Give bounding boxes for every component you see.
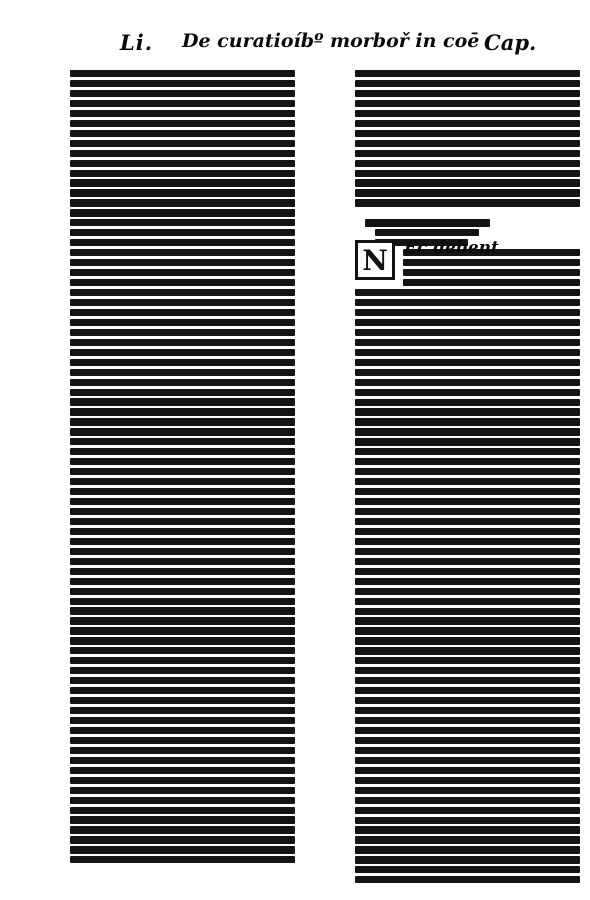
text-line: [70, 199, 295, 206]
text-line: [355, 100, 580, 107]
text-line: [70, 339, 295, 346]
text-line: [70, 627, 295, 634]
text-line: [70, 408, 295, 415]
text-line: [70, 438, 295, 445]
text-line: [355, 329, 580, 336]
text-line: [70, 697, 295, 704]
text-line: [70, 667, 295, 674]
text-line: [70, 538, 295, 545]
text-line: [70, 777, 295, 784]
text-line: [355, 478, 580, 485]
text-line: [355, 319, 580, 326]
text-line: [70, 598, 295, 605]
text-column-left: [70, 70, 295, 870]
text-line: [355, 667, 580, 674]
text-line: [355, 369, 580, 376]
text-line: [70, 259, 295, 266]
text-line: [70, 80, 295, 87]
text-line: [355, 189, 580, 196]
text-line: [70, 398, 295, 405]
text-line: [70, 319, 295, 326]
text-line: [70, 727, 295, 734]
text-line: [355, 777, 580, 784]
text-line: [403, 259, 580, 266]
section-incipit: Ec debent: [404, 238, 499, 258]
text-line: [70, 737, 295, 744]
text-line: [355, 627, 580, 634]
text-line: [70, 717, 295, 724]
text-line: [70, 846, 295, 853]
text-line: [70, 389, 295, 396]
text-line: [355, 757, 580, 764]
text-line: [70, 359, 295, 366]
text-line: [355, 856, 580, 863]
text-line: [355, 399, 580, 406]
text-line: [70, 518, 295, 525]
text-line: [70, 428, 295, 435]
text-line: [70, 90, 295, 97]
text-line: [355, 697, 580, 704]
text-line: [70, 488, 295, 495]
text-line: [355, 647, 580, 654]
text-line: [355, 518, 580, 525]
text-line: [70, 807, 295, 814]
paragraph-gap: [355, 209, 580, 219]
text-line: [355, 130, 580, 137]
text-line: [355, 170, 580, 177]
running-title-right: morboř in coē: [330, 30, 480, 52]
text-line: [403, 269, 580, 276]
text-line: [70, 179, 295, 186]
text-line: [70, 826, 295, 833]
text-line: [70, 787, 295, 794]
text-line: [355, 617, 580, 624]
text-line: [70, 239, 295, 246]
text-line: [70, 856, 295, 863]
text-line: [70, 379, 295, 386]
text-line: [70, 707, 295, 714]
text-line: [355, 70, 580, 77]
text-line: [70, 657, 295, 664]
text-line: [70, 170, 295, 177]
text-line: [70, 299, 295, 306]
text-line: [355, 608, 580, 615]
text-line: [355, 418, 580, 425]
text-line: [70, 289, 295, 296]
text-line: [70, 498, 295, 505]
text-line: [355, 548, 580, 555]
text-line: [355, 598, 580, 605]
text-line: [355, 588, 580, 595]
text-line: [355, 578, 580, 585]
text-line: [70, 219, 295, 226]
text-line: [355, 389, 580, 396]
text-line: [70, 767, 295, 774]
text-line: [70, 558, 295, 565]
text-line: [355, 299, 580, 306]
text-line: [70, 100, 295, 107]
decorated-initial: [355, 240, 395, 280]
text-line: [355, 767, 580, 774]
text-line: [70, 209, 295, 216]
text-line: [355, 140, 580, 147]
text-line: [70, 568, 295, 575]
text-line: [70, 836, 295, 843]
text-line: [355, 468, 580, 475]
text-line: [70, 140, 295, 147]
text-line: [70, 528, 295, 535]
text-line: [355, 637, 580, 644]
text-line: [355, 747, 580, 754]
text-line: [355, 408, 580, 415]
text-line: [355, 737, 580, 744]
text-line: [70, 249, 295, 256]
book-number: Li.: [120, 30, 154, 55]
text-line: [70, 120, 295, 127]
text-line: [355, 528, 580, 535]
text-line: [70, 578, 295, 585]
text-line: [70, 677, 295, 684]
chapter-label: Cap.: [484, 30, 537, 55]
text-line: [355, 538, 580, 545]
text-line: [70, 607, 295, 614]
text-line: [70, 797, 295, 804]
text-line: [355, 657, 580, 664]
text-line: [355, 339, 580, 346]
text-line: [70, 687, 295, 694]
text-line: [70, 647, 295, 654]
text-line: [355, 508, 580, 515]
text-line: [365, 219, 490, 226]
text-line: [355, 289, 580, 296]
text-line: [355, 309, 580, 316]
text-line: [70, 70, 295, 77]
text-line: [70, 757, 295, 764]
text-line: [70, 747, 295, 754]
text-line: [70, 279, 295, 286]
text-line: [355, 717, 580, 724]
text-line: [70, 329, 295, 336]
text-line: [355, 448, 580, 455]
text-line: [70, 349, 295, 356]
text-line: [355, 80, 580, 87]
text-line: [355, 817, 580, 824]
text-line: [355, 807, 580, 814]
text-line: [355, 836, 580, 843]
text-line: [70, 448, 295, 455]
text-line: [355, 727, 580, 734]
text-line: [355, 866, 580, 873]
text-line: [70, 468, 295, 475]
text-line: [355, 687, 580, 694]
text-line: [70, 816, 295, 823]
text-line: [355, 160, 580, 167]
text-line: [355, 558, 580, 565]
text-line: [355, 787, 580, 794]
text-line: [70, 369, 295, 376]
text-line: [355, 488, 580, 495]
text-line: [355, 199, 580, 206]
text-line: [355, 797, 580, 804]
text-line: [355, 90, 580, 97]
text-line: [70, 588, 295, 595]
text-line: [70, 150, 295, 157]
text-line: [355, 438, 580, 445]
text-line: [70, 418, 295, 425]
text-line: [355, 120, 580, 127]
text-line: [355, 677, 580, 684]
text-line: [70, 110, 295, 117]
text-line: [70, 508, 295, 515]
text-line: [70, 160, 295, 167]
text-line: [375, 229, 479, 236]
text-line: [403, 279, 580, 286]
text-line: [355, 349, 580, 356]
text-line: [70, 130, 295, 137]
text-line: [70, 617, 295, 624]
text-line: [70, 458, 295, 465]
text-line: [355, 110, 580, 117]
text-line: [70, 309, 295, 316]
initial-letter: N: [362, 243, 388, 277]
text-line: [70, 548, 295, 555]
running-header: [0, 22, 590, 64]
text-line: [355, 428, 580, 435]
text-column-right: [355, 70, 580, 880]
text-line: [355, 568, 580, 575]
text-line: [355, 458, 580, 465]
text-line: [355, 826, 580, 833]
text-line: [355, 179, 580, 186]
text-line: [70, 637, 295, 644]
text-line: [70, 478, 295, 485]
text-line: [355, 379, 580, 386]
text-line: [355, 707, 580, 714]
text-line: [355, 359, 580, 366]
text-line: [355, 846, 580, 853]
text-line: [355, 498, 580, 505]
text-line: [70, 189, 295, 196]
text-line: [355, 150, 580, 157]
text-line: [355, 876, 580, 883]
text-line: [70, 269, 295, 276]
text-line: [70, 229, 295, 236]
running-title-left: De curatioíbº: [182, 30, 324, 52]
